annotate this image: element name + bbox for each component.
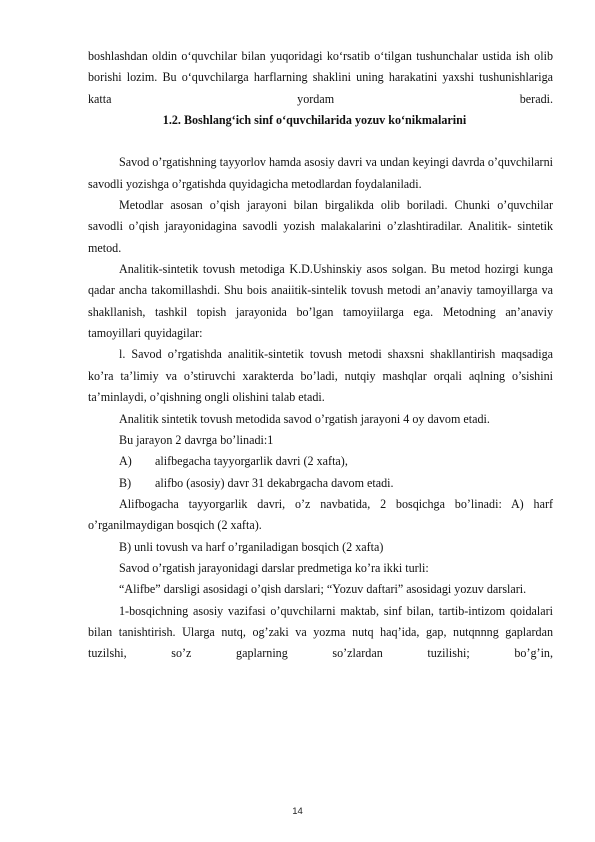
intro-paragraph: boshlashdan oldin o‘quvchilar bilan yuqoridagi ko‘rsatib o‘tilgan tushunchalar ustida ish olib borishi lozim. Bu o‘quvchilarga harflarning shaklini uning harakatini yaxshi tushunishlariga katta yordam beradi. — [88, 49, 553, 106]
document-page — [88, 46, 553, 665]
paragraph: Bu jarayon 2 davrga bo’linadi:1 — [119, 432, 274, 447]
list-item — [88, 451, 553, 472]
section-heading: 1.2. Boshlang‘ich sinf o‘quvchilarida yozuv ko‘nikmalarini — [162, 113, 467, 128]
paragraph: Analitik-sintetik tovush metodiga K.D.Ushinskiy asos solgan. Bu metod hozirgi kunga qadar ancha takomillashdi. Shu bois anaiitik-sintelik tovush metodi an’anaviy tamoyillarga va shakllanish, tashkil topish jarayonida bo’lgan tamoyiilarga ega. Metodning an’anaviy tamoyillari quyidagilar: — [88, 262, 553, 341]
paragraph: Alifbogacha tayyorgarlik davri, o’z navbatida, 2 bosqichga bo’linadi: A) harf o’rganilmaydigan bosqich (2 xafta). — [88, 496, 553, 533]
list-marker: A) — [119, 454, 132, 469]
paragraph: “Alifbe” darsligi asosidagi o’qish darslari; “Yozuv daftari” asosidagi yozuv darslari. — [119, 582, 527, 597]
paragraph: l. Savod o’rgatishda analitik-sintetik tovush metodi shaxsni shakllantirish maqsadiga ko’ra ta’limiy va o’stiruvchi xarakterda bo’ladi, nutqiy mashqlar orqali aqlning o’sishini ta’minlaydi, o’qishning ongli olishini talab etadi. — [88, 347, 553, 405]
blank-line — [88, 131, 553, 152]
list-marker: B) — [119, 475, 132, 490]
paragraph: Metodlar asosan o’qish jarayoni bilan birgalikda olib boriladi. Chunki o’quvchilar savodli o’qish jarayonidagina savodli yozish malakalarini o’zlashtiradilar. Analitik- sintetik metod. — [88, 198, 553, 255]
paragraph: Savod o’rgatishning tayyorlov hamda asosiy davri va undan keyingi davrda o’quvchilarni savodli yozishga o’rgatishda quyidagicha metodlardan foydalaniladi. — [88, 155, 553, 191]
paragraph: B) unli tovush va harf o’rganiladigan bosqich (2 xafta) — [119, 539, 384, 554]
paragraph: 1-bosqichning asosiy vazifasi o’quvchilarni maktab, sinf bilan, tartib-intizom qoidalari bilan tanishtirish. Ularga nutq, og’zaki va yozma nutq haq’ida, gap, nutqnnng gaplardan tuzilshi, so’z gaplarning so’zlardan tuzilishi; bo’g’in, — [88, 603, 553, 661]
paragraph: Savod o’rgatish jarayonidagi darslar predmetiga ko’ra ikki turli: — [119, 560, 429, 575]
list-item-text: alifbo (asosiy) davr 31 dekabrgacha davom etadi. — [155, 475, 394, 490]
list-item-text: alifbegacha tayyorgarlik davri (2 xafta), — [155, 454, 348, 469]
paragraph: Analitik sintetik tovush metodida savod o’rgatish jarayoni 4 oy davom etadi. — [119, 411, 490, 426]
list-item — [88, 473, 553, 494]
page-number: 14 — [292, 806, 303, 817]
